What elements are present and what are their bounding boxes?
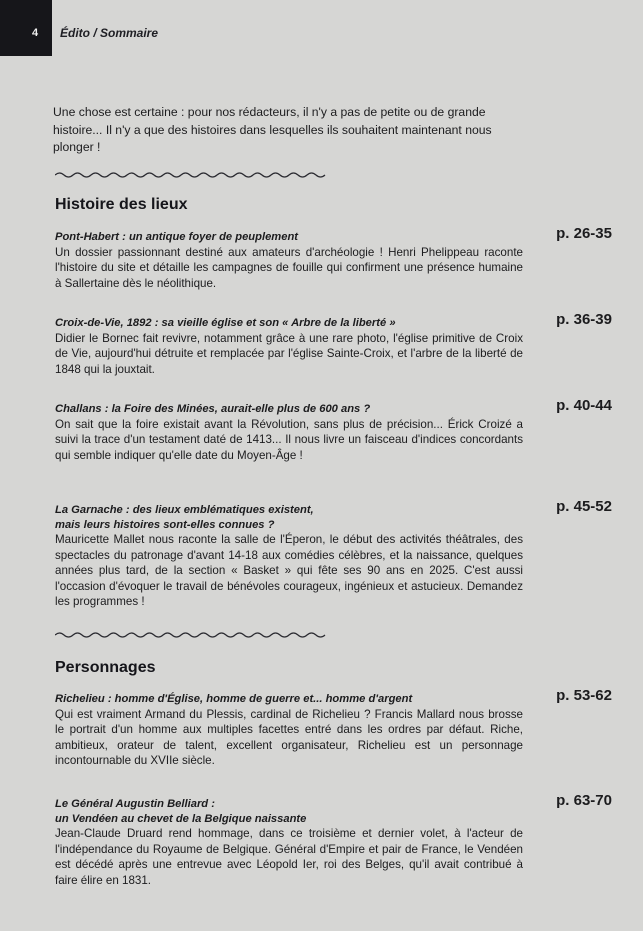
entry-description: Mauricette Mallet nous raconte la salle de l'Éperon, le début des activités théâtrales, des spectacles du patronage d'avant 14-18 aux comédies célèbres, et la naissance, quelques années plus tard, de la section « Basket » qui fête ses 90 ans en 2025. C'est aussi l'occasion d'évoquer le travail de bénévoles courageux, ingénieux et astucieux. Demandez les programmes !: [55, 533, 523, 609]
entry-description: Un dossier passionnant destiné aux amateurs d'archéologie ! Henri Phelippeau raconte l'histoire du site et détaille les campagnes de fouille qui confirment une présence humaine à Sallertaine dès le néolithique.: [55, 245, 523, 290]
section-heading-personnages: Personnages: [55, 659, 156, 676]
entry-title: Croix-de-Vie, 1892 : sa vieille église et son « Arbre de la liberté »: [55, 317, 396, 329]
entry-description: Didier le Bornec fait revivre, notamment grâce à une rare photo, l'église primitive de Croix de Vie, aujourd'hui détruite et remplacée par l'église Sainte-Croix, et l'arbre de la liberté de 1848 qui la jouxtait.: [55, 331, 523, 376]
toc-entry: [55, 792, 615, 888]
entry-title: Challans : la Foire des Minées, aurait-elle plus de 600 ans ?: [55, 403, 371, 415]
toc-entry: [55, 687, 615, 769]
page-number-tab: [0, 0, 52, 56]
toc-entry: [55, 397, 615, 463]
entry-title-line-2: un Vendéen au chevet de la Belgique naissante: [55, 812, 307, 825]
entry-title-line-2: mais leurs histoires sont-elles connues ?: [55, 518, 275, 531]
wavy-divider: [55, 630, 327, 640]
entry-title: Pont-Habert : un antique foyer de peuplement: [55, 231, 299, 243]
entry-page-range: p. 40-44: [556, 397, 612, 414]
entry-title: Richelieu : homme d'Église, homme de guerre et... homme d'argent: [55, 693, 413, 705]
entry-page-range: p. 26-35: [556, 225, 612, 242]
toc-entry: [55, 225, 615, 291]
editorial-intro: Une chose est certaine : pour nos rédacteurs, il n'y a pas de petite ou de grande histoire... Il n'y a que des histoires dans lesquelles ils souhaitent maintenant nous plonger !: [53, 105, 492, 154]
entry-page-range: p. 45-52: [556, 498, 612, 515]
toc-entry: [55, 498, 615, 610]
section-heading-lieux: Histoire des lieux: [55, 196, 188, 213]
entry-page-range: p. 36-39: [556, 311, 612, 328]
entry-description: Qui est vraiment Armand du Plessis, cardinal de Richelieu ? Francis Mallard nous brosse le portrait d'un homme aux multiples facettes entré dans les ordres par défaut. Riche, ambitieux, orateur de talent, excellent organisateur, Richelieu est un personnage incontournable du XVIIe siècle.: [55, 707, 523, 768]
entry-page-range: p. 53-62: [556, 687, 612, 704]
entry-title: La Garnache : des lieux emblématiques existent,: [55, 504, 314, 516]
entry-description: Jean-Claude Druard rend hommage, dans ce troisième et dernier volet, à l'acteur de l'indépendance du Royaume de Belgique. Général d'Empire et pair de France, le Vendéen est décédé après une entrevue avec Léopold Ier, roi des Belges, qu'il avait contribué à faire élire en 1831.: [55, 827, 523, 887]
entry-title: Le Général Augustin Belliard :: [55, 798, 215, 810]
wavy-divider: [55, 170, 327, 180]
entry-page-range: p. 63-70: [556, 792, 612, 809]
section-title: Édito / Sommaire: [60, 26, 159, 40]
entry-description: On sait que la foire existait avant la Révolution, sans plus de précision... Érick Croizé a suivi la trace d'un testament daté de 1413... Il nous livre un faisceau d'indices concordants qui semble indiquer qu'elle date du Moyen-Âge !: [55, 417, 523, 462]
page-number: 4: [32, 27, 39, 39]
toc-entry: [55, 311, 615, 377]
